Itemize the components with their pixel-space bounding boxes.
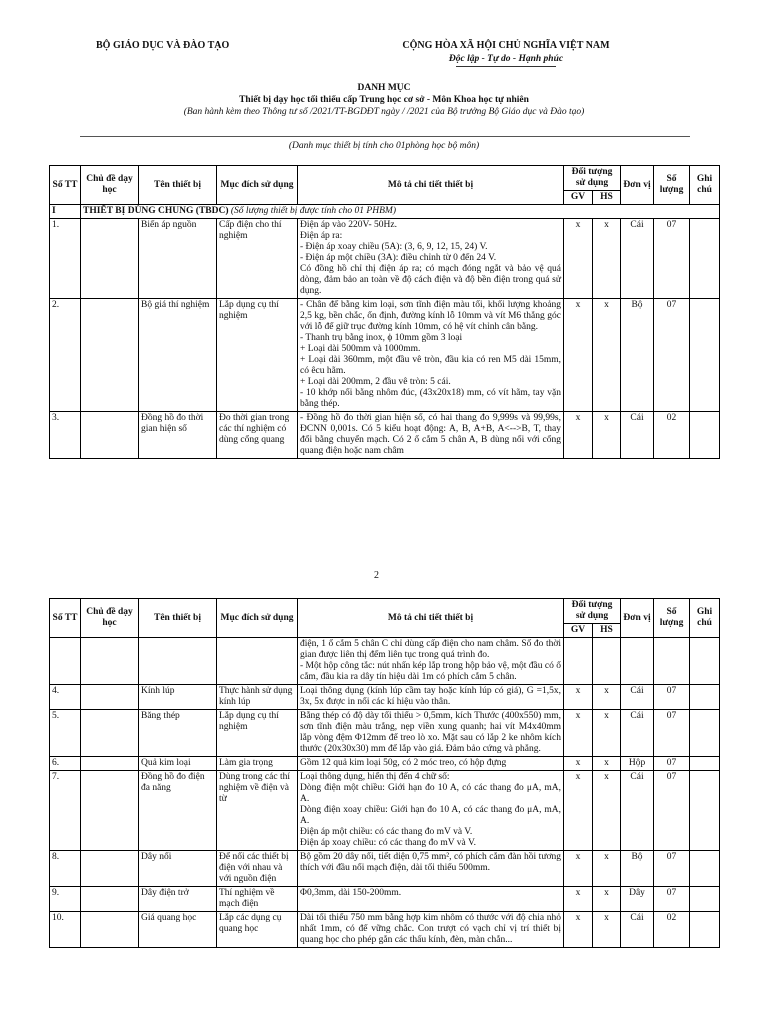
cell-stt: 5. bbox=[50, 710, 81, 757]
cell-gv: x bbox=[564, 685, 593, 710]
section-number: I bbox=[50, 205, 81, 219]
cell-desc: - Chân đế bằng kim loại, sơn tĩnh điện màu tối, khối lượng khoảng 2,5 kg, bền chắc, ổn định, đường kính lỗ 10mm và vít M6 thẳng góc với lỗ để giữ trục đường kính 10mm, có hệ vít chỉnh cân bằng. - Thanh trụ bằng inox, ϕ 10mm gồm 3 loại + Loại dài 500mm và 1000mm. + Loại dài 360mm, một đầu vê tròn, đầu kia có ren M5 dài 15mm, có êcu hãm. + Loại dài 200mm, 2 đầu vê tròn: 5 cái. - 10 khớp nối bằng nhôm đúc, (43x20x18) mm, có vít hãm, tay vặn bằng thép. bbox=[298, 299, 564, 412]
cell-hs: x bbox=[593, 219, 621, 299]
cell-stt: 1. bbox=[50, 219, 81, 299]
cell-gv: x bbox=[564, 219, 593, 299]
page-break bbox=[0, 534, 768, 596]
col-purpose: Mục đích sử dụng bbox=[217, 599, 298, 638]
table-row bbox=[50, 771, 720, 851]
cell-stt: 2. bbox=[50, 299, 81, 412]
cell-gv: x bbox=[564, 710, 593, 757]
cell-desc: Φ0,3mm, dài 150-200mm. bbox=[298, 887, 564, 912]
cell-qty: 07 bbox=[654, 710, 690, 757]
cell-topic bbox=[81, 710, 139, 757]
cell-name: Dây nối bbox=[139, 851, 217, 887]
ministry-name: BỘ GIÁO DỤC VÀ ĐÀO TẠO bbox=[96, 40, 230, 51]
cell-qty bbox=[654, 638, 690, 685]
cell-note bbox=[690, 638, 720, 685]
col-name: Tên thiết bị bbox=[139, 166, 217, 205]
page-number: 2 bbox=[374, 570, 379, 581]
col-gv: GV bbox=[564, 191, 593, 205]
cell-note bbox=[690, 685, 720, 710]
cell-unit: Cái bbox=[621, 219, 654, 299]
section-row bbox=[50, 205, 720, 219]
cell-stt: 9. bbox=[50, 887, 81, 912]
cell-note bbox=[690, 219, 720, 299]
cell-desc: Bằng thép có độ dày tối thiểu > 0,5mm, kích Thước (400x550) mm, sơn tĩnh điện màu trắng, nẹp viền xung quanh; hai vít M4x40mm lắp vòng đệm Φ12mm để treo lò xo. Mặt sau có lắp 2 ke nhôm kích thước (20x30x30) mm để lắp vào giá. Đảm bảo cứng và phẳng. bbox=[298, 710, 564, 757]
cell-name: Quả kim loại bbox=[139, 757, 217, 771]
cell-name bbox=[139, 638, 217, 685]
col-note: Ghi chú bbox=[690, 166, 720, 205]
cell-unit: Cái bbox=[621, 710, 654, 757]
col-target: Đối tượng sử dụng bbox=[564, 166, 621, 191]
cell-name: Giá quang học bbox=[139, 912, 217, 948]
section-title bbox=[81, 205, 720, 219]
cell-name: Dây điện trở bbox=[139, 887, 217, 912]
cell-qty: 07 bbox=[654, 851, 690, 887]
cell-purpose: Để nối các thiết bị điện với nhau và với nguồn điện bbox=[217, 851, 298, 887]
cell-stt: 6. bbox=[50, 757, 81, 771]
motto-underline bbox=[456, 66, 556, 67]
col-desc: Mô tả chi tiết thiết bị bbox=[298, 599, 564, 638]
cell-topic bbox=[81, 912, 139, 948]
motto: Độc lập - Tự do - Hạnh phúc bbox=[448, 54, 564, 64]
cell-unit bbox=[621, 638, 654, 685]
republic-header bbox=[376, 40, 636, 64]
cell-stt bbox=[50, 638, 81, 685]
cell-qty: 07 bbox=[654, 219, 690, 299]
cell-desc: Điện áp vào 220V- 50Hz. Điện áp ra: - Điện áp xoay chiều (5A): (3, 6, 9, 12, 15, 24) V. - Điện áp một chiều (3A): điều chỉnh từ 0 đến 24 V. Có đồng hồ chỉ thị điện áp ra; có mạch đóng ngắt và bảo vệ quá dòng, đảm bảo an toàn về độ cách điện và độ bền điện trong quá sử dụng. bbox=[298, 219, 564, 299]
cell-hs: x bbox=[593, 851, 621, 887]
col-qty: Số lượng bbox=[654, 166, 690, 205]
cell-hs: x bbox=[593, 299, 621, 412]
col-hs: HS bbox=[593, 624, 621, 638]
cell-hs: x bbox=[593, 771, 621, 851]
col-topic: Chủ đề dạy học bbox=[81, 599, 139, 638]
cell-gv: x bbox=[564, 887, 593, 912]
cell-note bbox=[690, 887, 720, 912]
cell-purpose: Làm gia trọng bbox=[217, 757, 298, 771]
cell-unit: Cái bbox=[621, 771, 654, 851]
cell-purpose: Đo thời gian trong các thí nghiệm có dùng cổng quang bbox=[217, 412, 298, 459]
cell-name: Kính lúp bbox=[139, 685, 217, 710]
col-qty: Số lượng bbox=[654, 599, 690, 638]
cell-unit: Cái bbox=[621, 685, 654, 710]
title-line-3: (Ban hành kèm theo Thông tư số /2021/TT-BGDĐT ngày / /2021 của Bộ trưởng Bộ Giáo dục và Đào tạo) bbox=[183, 107, 585, 117]
cell-hs: x bbox=[593, 710, 621, 757]
cell-purpose bbox=[217, 638, 298, 685]
cell-desc: điện, 1 ổ cắm 5 chân C chỉ dùng cấp điện cho nam châm. Số đo thời gian được liên thị đếm liên tục trong quá trình đo. - Một hộp công tắc: nút nhấn kép lắp trong hộp bảo vệ, một đầu có ổ cắm, đầu kia ra dây tín hiệu dài 1m có phích cắm 5 chân. bbox=[298, 638, 564, 685]
table-row bbox=[50, 685, 720, 710]
col-target: Đối tượng sử dụng bbox=[564, 599, 621, 624]
cell-note bbox=[690, 710, 720, 757]
cell-unit: Cái bbox=[621, 912, 654, 948]
cell-desc: - Đồng hồ đo thời gian hiện số, có hai thang đo 9,999s và 99,99s, ĐCNN 0,001s. Có 5 kiểu hoạt động: A, B, A+B, A<-->B, T, thay đổi bằng chuyển mạch. Có 2 ổ cắm 5 chân A, B dùng nối với cổng quang điện hoặc nam châm bbox=[298, 412, 564, 459]
cell-qty: 02 bbox=[654, 412, 690, 459]
cell-hs: x bbox=[593, 912, 621, 948]
cell-qty: 07 bbox=[654, 887, 690, 912]
cell-gv: x bbox=[564, 757, 593, 771]
table-row bbox=[50, 851, 720, 887]
col-hs: HS bbox=[593, 191, 621, 205]
cell-name: Biến áp nguồn bbox=[139, 219, 217, 299]
cell-note bbox=[690, 771, 720, 851]
cell-name: Đồng hồ đo thời gian hiện số bbox=[139, 412, 217, 459]
cell-purpose: Lắp dụng cụ thí nghiệm bbox=[217, 299, 298, 412]
col-stt: Số TT bbox=[50, 599, 81, 638]
cell-topic bbox=[81, 219, 139, 299]
col-gv: GV bbox=[564, 624, 593, 638]
col-name: Tên thiết bị bbox=[139, 599, 217, 638]
cell-gv bbox=[564, 638, 593, 685]
cell-qty: 07 bbox=[654, 771, 690, 851]
cell-name: Bộ giá thí nghiệm bbox=[139, 299, 217, 412]
cell-hs: x bbox=[593, 757, 621, 771]
cell-hs: x bbox=[593, 685, 621, 710]
cell-name: Đồng hồ đo điện đa năng bbox=[139, 771, 217, 851]
cell-purpose: Thực hành sử dụng kính lúp bbox=[217, 685, 298, 710]
cell-qty: 07 bbox=[654, 757, 690, 771]
cell-stt: 8. bbox=[50, 851, 81, 887]
table-row bbox=[50, 638, 720, 685]
cell-note bbox=[690, 851, 720, 887]
cell-stt: 4. bbox=[50, 685, 81, 710]
cell-qty: 07 bbox=[654, 685, 690, 710]
cell-name: Băng thép bbox=[139, 710, 217, 757]
col-topic: Chủ đề dạy học bbox=[81, 166, 139, 205]
cell-unit: Cái bbox=[621, 412, 654, 459]
cell-purpose: Cấp điện cho thí nghiệm bbox=[217, 219, 298, 299]
title-line-1: DANH MỤC bbox=[357, 83, 411, 93]
table-row bbox=[50, 710, 720, 757]
table-row bbox=[50, 412, 720, 459]
col-purpose: Mục đích sử dụng bbox=[217, 166, 298, 205]
cell-desc: Gồm 12 quả kim loại 50g, có 2 móc treo, có hộp đựng bbox=[298, 757, 564, 771]
cell-unit: Hộp bbox=[621, 757, 654, 771]
cell-stt: 7. bbox=[50, 771, 81, 851]
table-row bbox=[50, 219, 720, 299]
cell-gv: x bbox=[564, 771, 593, 851]
cell-topic bbox=[81, 412, 139, 459]
col-unit: Đơn vị bbox=[621, 166, 654, 205]
cell-topic bbox=[81, 638, 139, 685]
document-title bbox=[60, 82, 708, 118]
cell-stt: 10. bbox=[50, 912, 81, 948]
table-row bbox=[50, 757, 720, 771]
cell-topic bbox=[81, 685, 139, 710]
cell-note bbox=[690, 299, 720, 412]
cell-hs: x bbox=[593, 412, 621, 459]
cell-stt: 3. bbox=[50, 412, 81, 459]
cell-gv: x bbox=[564, 299, 593, 412]
table-row bbox=[50, 299, 720, 412]
cell-qty: 02 bbox=[654, 912, 690, 948]
col-unit: Đơn vị bbox=[621, 599, 654, 638]
cell-desc: Dài tối thiểu 750 mm bằng hợp kim nhôm có thước với độ chia nhỏ nhất 1mm, có đế vững chắc. Con trượt có vạch chỉ vị trí thiết bị quang học cho phép gắn các thấu kính, đèn, màn chắn... bbox=[298, 912, 564, 948]
cell-note bbox=[690, 912, 720, 948]
cell-purpose: Lắp dụng cụ thí nghiệm bbox=[217, 710, 298, 757]
cell-topic bbox=[81, 299, 139, 412]
cell-hs: x bbox=[593, 887, 621, 912]
section-subtitle: (Số lượng thiết bị được tính cho 01 PHBM) bbox=[230, 206, 396, 216]
table-row bbox=[50, 912, 720, 948]
cell-unit: Bộ bbox=[621, 851, 654, 887]
cell-topic bbox=[81, 771, 139, 851]
col-stt: Số TT bbox=[50, 166, 81, 205]
cell-hs bbox=[593, 638, 621, 685]
cell-desc: Loại thông dụng, hiển thị đến 4 chữ số: Dòng điện một chiều: Giới hạn đo 10 A, có các thang đo μA, mA, A. Dòng điện xoay chiều: Giới hạn đo 10 A, có các thang đo μA, mA, A. Điện áp một chiều: có các thang đo mV và V. Điện áp xoay chiều: có các thang đo mV và V. bbox=[298, 771, 564, 851]
republic-name: CỘNG HÒA XÃ HỘI CHỦ NGHĨA VIỆT NAM bbox=[402, 40, 610, 51]
cell-note bbox=[690, 757, 720, 771]
cell-topic bbox=[81, 851, 139, 887]
cell-purpose: Lắp các dụng cụ quang học bbox=[217, 912, 298, 948]
cell-unit: Bộ bbox=[621, 299, 654, 412]
title-divider bbox=[80, 136, 690, 137]
cell-purpose: Thí nghiệm về mạch điện bbox=[217, 887, 298, 912]
table-row bbox=[50, 887, 720, 912]
col-desc: Mô tả chi tiết thiết bị bbox=[298, 166, 564, 205]
cell-unit: Dây bbox=[621, 887, 654, 912]
title-line-2: Thiết bị dạy học tối thiểu cấp Trung học cơ sở - Môn Khoa học tự nhiên bbox=[239, 95, 529, 105]
cell-desc: Loại thông dụng (kính lúp cầm tay hoặc kính lúp có giá), G =1,5x, 3x, 5x được in nổi các kí hiệu vào thân. bbox=[298, 685, 564, 710]
cell-gv: x bbox=[564, 912, 593, 948]
cell-gv: x bbox=[564, 412, 593, 459]
cell-desc: Bộ gồm 20 dây nối, tiết diện 0,75 mm², có phích cắm đàn hồi tương thích với đầu nối mạch điện, dài tối thiểu 500mm. bbox=[298, 851, 564, 887]
title-note: (Danh mục thiết bị tính cho 01phòng học bộ môn) bbox=[288, 141, 480, 151]
cell-gv: x bbox=[564, 851, 593, 887]
cell-purpose: Dùng trong các thí nghiệm về điện và từ bbox=[217, 771, 298, 851]
cell-note bbox=[690, 412, 720, 459]
cell-qty: 07 bbox=[654, 299, 690, 412]
equipment-table-page-2 bbox=[49, 598, 720, 948]
cell-topic bbox=[81, 757, 139, 771]
section-title-text: THIẾT BỊ DÙNG CHUNG (TBDC) bbox=[83, 206, 229, 216]
col-note: Ghi chú bbox=[690, 599, 720, 638]
equipment-table-page-1 bbox=[49, 165, 720, 459]
cell-topic bbox=[81, 887, 139, 912]
